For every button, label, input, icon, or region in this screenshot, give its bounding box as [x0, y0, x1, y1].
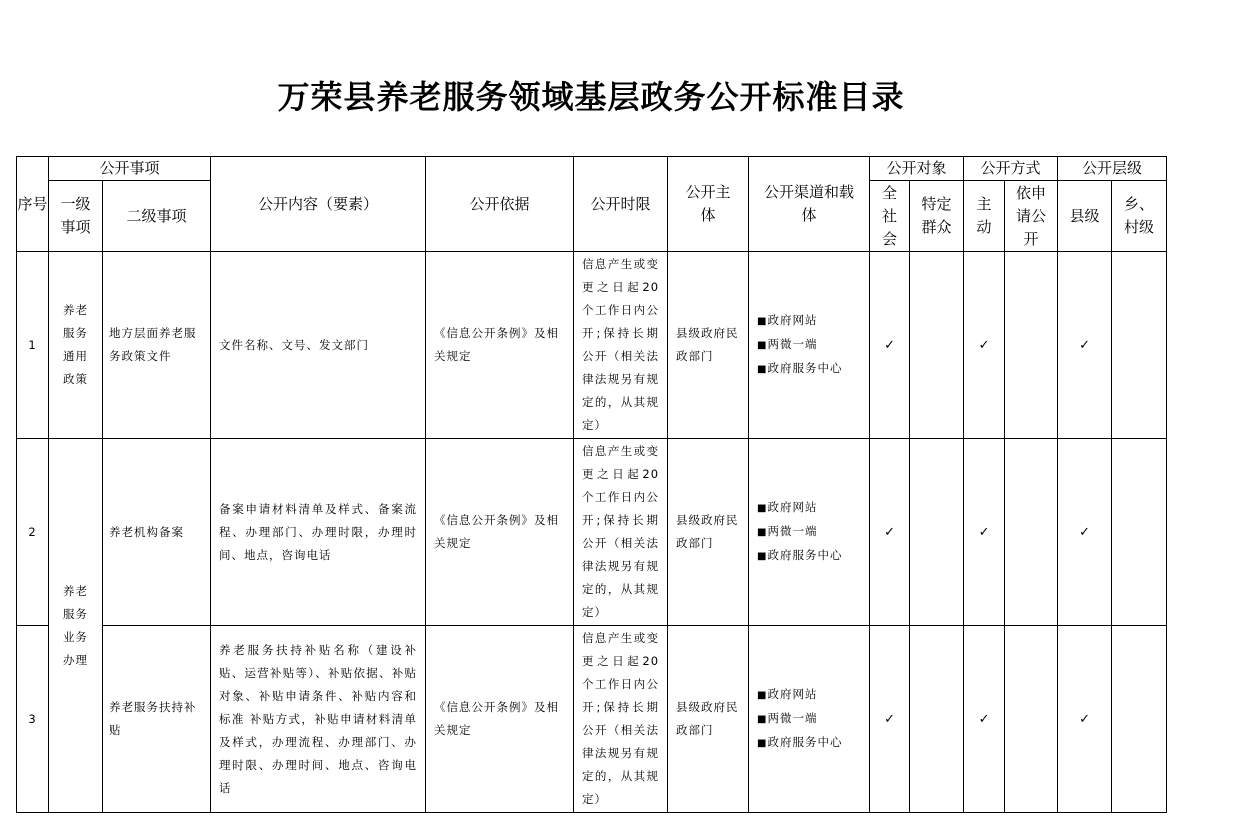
row-channels	[749, 252, 870, 439]
row-level2: 地方层面养老服务政策文件	[103, 252, 211, 439]
header-method: 公开方式	[964, 157, 1058, 181]
header-matters: 公开事项	[49, 157, 211, 181]
channel-item: ■政府服务中心	[757, 361, 843, 375]
header-basis: 公开依据	[426, 157, 574, 252]
group-label: 养老服务业务办理	[49, 439, 103, 813]
row-basis: 《信息公开条例》及相关规定	[426, 439, 574, 626]
channel-item: ■两微一端	[757, 711, 818, 725]
table-row	[17, 439, 1167, 626]
bullet-square-icon: ■	[757, 738, 768, 749]
bullet-square-icon: ■	[757, 364, 768, 375]
header-level2: 二级事项	[103, 181, 211, 252]
row-channels	[749, 439, 870, 626]
header-channel: 公开渠道和载体	[749, 157, 870, 252]
header-level1: 一级事项	[49, 181, 103, 252]
header-target-specific: 特定群众	[910, 181, 964, 252]
row-level2: 养老服务扶持补贴	[103, 626, 211, 813]
header-target-all: 全社会	[870, 181, 910, 252]
channel-item: ■政府服务中心	[757, 735, 843, 749]
check-active: ✓	[964, 626, 1005, 813]
row-subject: 县级政府民政部门	[668, 626, 749, 813]
row-time-limit: 信息产生或变更之日起20个工作日内公开;保持长期公开（相关法律法规另有规定的，从其规定）	[574, 439, 668, 626]
header-level: 公开层级	[1058, 157, 1167, 181]
bullet-square-icon: ■	[757, 316, 768, 327]
header-seq: 序号	[17, 157, 49, 252]
row-seq: 1	[17, 252, 49, 439]
bullet-square-icon: ■	[757, 527, 768, 538]
row-content: 养老服务扶持补贴名称（建设补贴、运营补贴等）、补贴依据、补贴对象、补贴申请条件、补贴内容和标准 补贴方式，补贴申请材料清单及样式，办理流程、办理部门、办理时限、办理时间、地点、咨询电话	[211, 626, 426, 813]
channel-item: ■政府网站	[757, 500, 818, 514]
page-title: 万荣县养老服务领域基层政务公开标准目录	[277, 78, 905, 116]
row-level2: 养老机构备案	[103, 439, 211, 626]
check-township	[1112, 439, 1167, 626]
check-township	[1112, 252, 1167, 439]
table-row	[17, 626, 1167, 813]
row-seq: 3	[17, 626, 49, 813]
row-time-limit: 信息产生或变更之日起20个工作日内公开;保持长期公开（相关法律法规另有规定的，从其规定）	[574, 626, 668, 813]
channel-item: ■政府网站	[757, 313, 818, 327]
row-seq: 2	[17, 439, 49, 626]
row-subject: 县级政府民政部门	[668, 439, 749, 626]
header-target: 公开对象	[870, 157, 964, 181]
check-county: ✓	[1058, 626, 1112, 813]
header-level-township: 乡、村级	[1112, 181, 1167, 252]
row-subject: 县级政府民政部门	[668, 252, 749, 439]
header-subject: 公开主体	[668, 157, 749, 252]
channel-item: ■政府服务中心	[757, 548, 843, 562]
row-content: 备案申请材料清单及样式、备案流程、办理部门、办理时限，办理时间、地点，咨询电话	[211, 439, 426, 626]
group-label: 养老服务通用政策	[49, 252, 103, 439]
check-request	[1005, 439, 1058, 626]
header-method-request: 依申请公开	[1005, 181, 1058, 252]
table-row	[17, 252, 1167, 439]
check-active: ✓	[964, 439, 1005, 626]
catalog-table	[16, 156, 1167, 813]
check-county: ✓	[1058, 439, 1112, 626]
bullet-square-icon: ■	[757, 551, 768, 562]
check-specific	[910, 252, 964, 439]
header-content: 公开内容（要素）	[211, 157, 426, 252]
row-channels	[749, 626, 870, 813]
bullet-square-icon: ■	[757, 340, 768, 351]
channel-item: ■两微一端	[757, 524, 818, 538]
check-specific	[910, 439, 964, 626]
check-county: ✓	[1058, 252, 1112, 439]
check-all-society: ✓	[870, 439, 910, 626]
check-active: ✓	[964, 252, 1005, 439]
check-request	[1005, 626, 1058, 813]
header-row-1	[17, 157, 1167, 181]
row-basis: 《信息公开条例》及相关规定	[426, 626, 574, 813]
bullet-square-icon: ■	[757, 714, 768, 725]
channel-item: ■两微一端	[757, 337, 818, 351]
channel-item: ■政府网站	[757, 687, 818, 701]
row-basis: 《信息公开条例》及相关规定	[426, 252, 574, 439]
check-all-society: ✓	[870, 626, 910, 813]
header-time-limit: 公开时限	[574, 157, 668, 252]
row-time-limit: 信息产生或变更之日起20个工作日内公开;保持长期公开（相关法律法规另有规定的，从其规定）	[574, 252, 668, 439]
check-township	[1112, 626, 1167, 813]
header-method-active: 主动	[964, 181, 1005, 252]
check-all-society: ✓	[870, 252, 910, 439]
row-content: 文件名称、文号、发文部门	[211, 252, 426, 439]
header-level-county: 县级	[1058, 181, 1112, 252]
bullet-square-icon: ■	[757, 690, 768, 701]
check-specific	[910, 626, 964, 813]
check-request	[1005, 252, 1058, 439]
bullet-square-icon: ■	[757, 503, 768, 514]
